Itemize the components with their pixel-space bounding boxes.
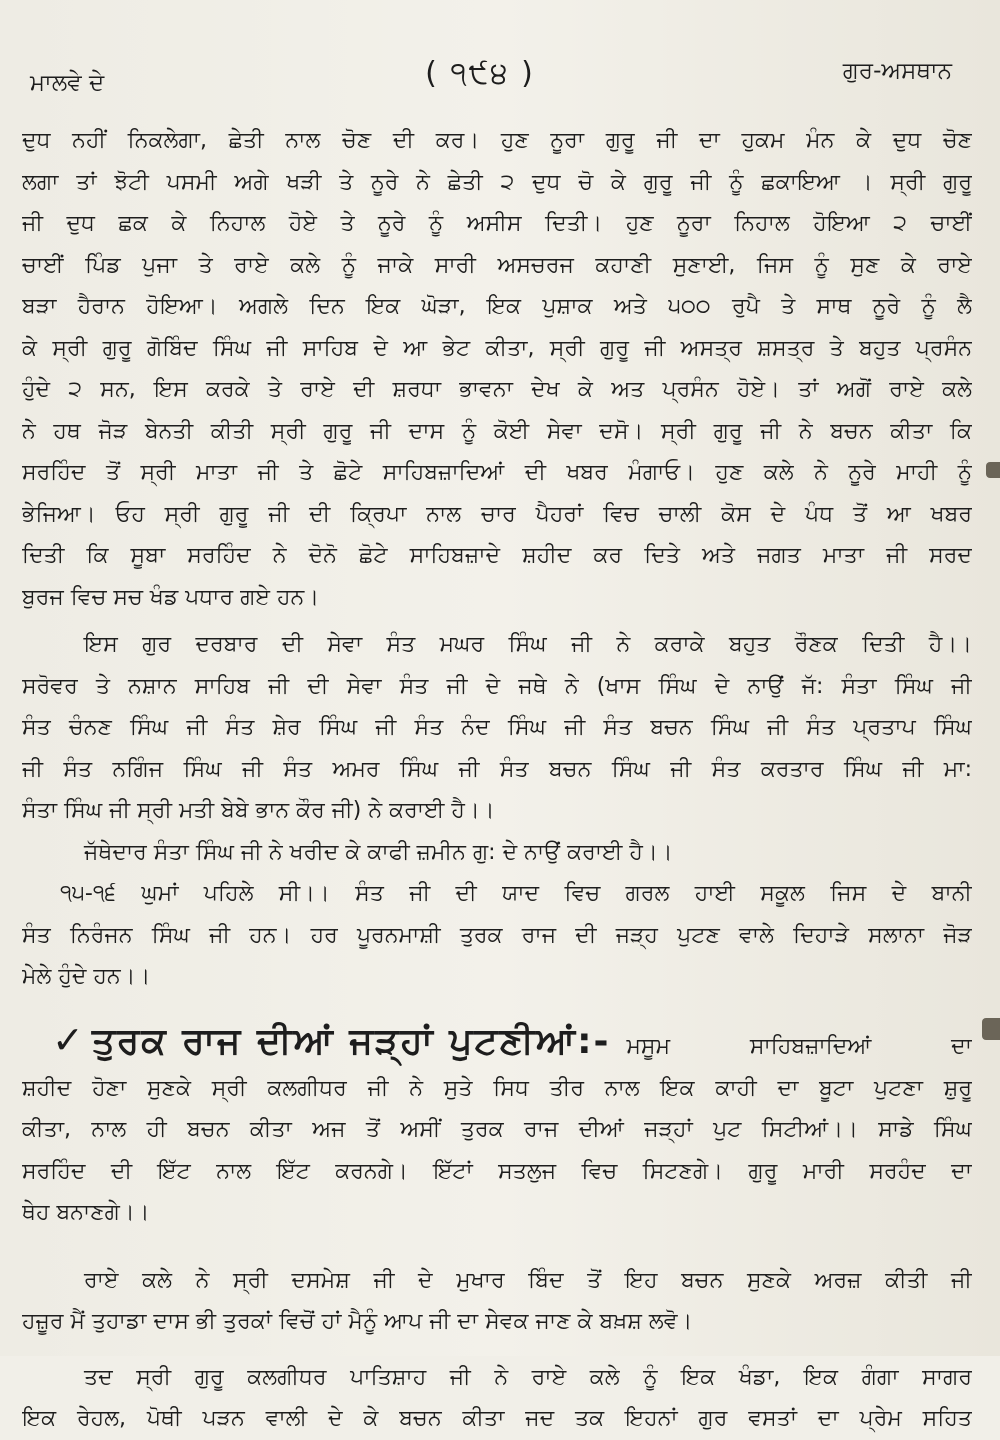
text-line: ੧੫-੧੬ ਘੁਮਾਂ ਪਹਿਲੇ ਸੀ।। ਸੰਤ ਜੀ ਦੀ ਯਾਦ ਵਿਚ ਗਰਲ ਹਾਈ ਸਕੂਲ ਜਿਸ ਦੇ ਬਾਨੀ (60, 881, 972, 906)
header-left-title: ਮਾਲਵੇ ਦੇ (30, 70, 105, 96)
check-mark-icon: ✓ (52, 1017, 84, 1062)
page-header (0, 52, 1000, 102)
text-line: ਹੁੰਦੇ ੨ ਸਨ, ਇਸ ਕਰਕੇ ਤੇ ਰਾਏ ਦੀ ਸ਼ਰਧਾ ਭਾਵਨਾ ਦੇਖ ਕੇ ਅਤ ਪ੍ਰਸੰਨ ਹੋਏ। ਤਾਂ ਅਗੋਂ ਰਾਏ ਕਲੇ (22, 377, 972, 402)
page-edge-mark (982, 1018, 1000, 1040)
text-line: ਸ਼ਹੀਦ ਹੋਣਾ ਸੁਣਕੇ ਸ੍ਰੀ ਕਲਗੀਧਰ ਜੀ ਨੇ ਸੁਤੇ ਸਿਧ ਤੀਰ ਨਾਲ ਇਕ ਕਾਹੀ ਦਾ ਬੂਟਾ ਪੁਟਣਾ ਸ਼ੁਰੂ (22, 1075, 972, 1101)
text-line: ਥੇਹ ਬਨਾਣਗੇ।। (22, 1200, 150, 1225)
text-line: ਜੀ ਦੁਧ ਛਕ ਕੇ ਨਿਹਾਲ ਹੋਏ ਤੇ ਨੂਰੇ ਨੂੰ ਅਸੀਸ ਦਿਤੀ। ਹੁਣ ਨੂਰਾ ਨਿਹਾਲ ਹੋਇਆ ੨ ਚਾਈਂ (22, 211, 972, 236)
text-line: ਇਕ ਰੇਹਲ, ਪੋਥੀ ਪੜਨ ਵਾਲੀ ਦੇ ਕੇ ਬਚਨ ਕੀਤਾ ਜਦ ਤਕ ਇਹਨਾਂ ਗੁਰ ਵਸਤਾਂ ਦਾ ਪ੍ਰੇਮ ਸਹਿਤ (22, 1406, 972, 1431)
section-heading: ਤੁਰਕ ਰਾਜ ਦੀਆਂ ਜੜ੍ਹਾਂ ਪੁਟਣੀਆਂ:- (91, 1020, 611, 1062)
text-line: ਦਿਤੀ ਕਿ ਸੂਬਾ ਸਰਹਿੰਦ ਨੇ ਦੋਨੋ ਛੋਟੇ ਸਾਹਿਬਜ਼ਾਦੇ ਸ਼ਹੀਦ ਕਰ ਦਿਤੇ ਅਤੇ ਜਗਤ ਮਾਤਾ ਜੀ ਸਰਦ (22, 543, 972, 568)
text-line: ਸੰਤ ਨਿਰੰਜਨ ਸਿੰਘ ਜੀ ਹਨ। ਹਰ ਪੂਰਨਮਾਸ਼ੀ ਤੁਰਕ ਰਾਜ ਦੀ ਜੜ੍ਹ ਪੁਟਣ ਵਾਲੇ ਦਿਹਾੜੇ ਸਲਾਨਾ ਜੋੜ (22, 922, 972, 948)
text-line: ਤਦ ਸ੍ਰੀ ਗੁਰੂ ਕਲਗੀਧਰ ਪਾਤਿਸ਼ਾਹ ਜੀ ਨੇ ਰਾਏ ਕਲੇ ਨੂੰ ਇਕ ਖੰਡਾ, ਇਕ ਗੰਗਾ ਸਾਗਰ (84, 1364, 972, 1390)
text-line: ਸਰਹਿੰਦ ਦੀ ਇੱਟ ਨਾਲ ਇੱਟ ਕਰਨਗੇ। ਇੱਟਾਂ ਸਤਲੁਜ ਵਿਚ ਸਿਟਣਗੇ। ਗੁਰੂ ਮਾਰੀ ਸਰਹੰਦ ਦਾ (22, 1158, 972, 1184)
page-body (22, 120, 972, 1440)
text-line: ਜੀ ਸੰਤ ਨਗਿੰਜ ਸਿੰਘ ਜੀ ਸੰਤ ਅਮਰ ਸਿੰਘ ਜੀ ਸੰਤ ਬਚਨ ਸਿੰਘ ਜੀ ਸੰਤ ਕਰਤਾਰ ਸਿੰਘ ਜੀ ਮਾ: (22, 756, 972, 782)
paragraph-5 (22, 1260, 972, 1343)
paragraph-6 (22, 1357, 972, 1440)
paragraph-4 (22, 873, 972, 998)
text-line: ਸਰਹਿੰਦ ਤੋਂ ਸ੍ਰੀ ਮਾਤਾ ਜੀ ਤੇ ਛੋਟੇ ਸਾਹਿਬਜ਼ਾਦਿਆਂ ਦੀ ਖਬਰ ਮੰਗਾਓ। ਹੁਣ ਕਲੇ ਨੇ ਨੂਰੇ ਮਾਹੀ ਨੂੰ (22, 460, 972, 485)
section-heading-line (22, 1012, 972, 1068)
text-line: ਰਾਏ ਕਲੇ ਨੇ ਸ੍ਰੀ ਦਸਮੇਸ਼ ਜੀ ਦੇ ਮੁਖਾਰ ਬਿੰਦ ਤੋਂ ਇਹ ਬਚਨ ਸੁਣਕੇ ਅਰਜ਼ ਕੀਤੀ ਜੀ (84, 1267, 972, 1293)
text-line: ਬੜਾ ਹੈਰਾਨ ਹੋਇਆ। ਅਗਲੇ ਦਿਨ ਇਕ ਘੋੜਾ, ਇਕ ਪੁਸ਼ਾਕ ਅਤੇ ੫੦੦ ਰੁਪੈ ਤੇ ਸਾਥ ਨੂਰੇ ਨੂੰ ਲੈ (22, 294, 972, 319)
text-line: ਸਰੋਵਰ ਤੇ ਨਸ਼ਾਨ ਸਾਹਿਬ ਜੀ ਦੀ ਸੇਵਾ ਸੰਤ ਜੀ ਦੇ ਜਥੇ ਨੇ (ਖਾਸ ਸਿੰਘ ਦੇ ਨਾਉਂ ਜੱ: ਸੰਤਾ ਸਿੰਘ ਜੀ (22, 673, 972, 699)
text-line: ਸੰਤਾ ਸਿੰਘ ਜੀ ਸ੍ਰੀ ਮਤੀ ਬੇਬੇ ਭਾਨ ਕੌਰ ਜੀ) ਨੇ ਕਰਾਈ ਹੈ।। (22, 798, 495, 823)
text-line: ਦੁਧ ਨਹੀਂ ਨਿਕਲੇਗਾ, ਛੇਤੀ ਨਾਲ ਚੋਣ ਦੀ ਕਰ। ਹੁਣ ਨੂਰਾ ਗੁਰੂ ਜੀ ਦਾ ਹੁਕਮ ਮੰਨ ਕੇ ਦੁਧ ਚੋਣ (22, 128, 972, 153)
page-number: ( ੧੯੪ ) (425, 56, 535, 91)
paragraph-1 (22, 120, 972, 618)
text-line: ਇਸ ਗੁਰ ਦਰਬਾਰ ਦੀ ਸੇਵਾ ਸੰਤ ਮਘਰ ਸਿੰਘ ਜੀ ਨੇ ਕਰਾਕੇ ਬਹੁਤ ਰੌਣਕ ਦਿਤੀ ਹੈ।। (84, 632, 972, 657)
text-line: ਲਗਾ ਤਾਂ ਝੋਟੀ ਪਸਮੀ ਅਗੇ ਖੜੀ ਤੇ ਨੂਰੇ ਨੇ ਛੇਤੀ ੨ ਦੁਧ ਚੋ ਕੇ ਗੁਰੂ ਜੀ ਨੂੰ ਛਕਾਇਆ । ਸ੍ਰੀ ਗੁਰੂ (22, 169, 972, 195)
paragraph-3 (22, 832, 972, 874)
text-line: ਮੇਲੇ ਹੁੰਦੇ ਹਨ।। (22, 964, 151, 989)
section-heading-tail: ਮਸੂਮ ਸਾਹਿਬਜ਼ਾਦਿਆਂ ਦਾ (626, 1033, 972, 1059)
header-right-title: ਗੁਰ-ਅਸਥਾਨ (842, 58, 952, 84)
text-line: ਹਜ਼ੂਰ ਮੈਂ ਤੁਹਾਡਾ ਦਾਸ ਭੀ ਤੁਰਕਾਂ ਵਿਚੋਂ ਹਾਂ ਮੈਨੂੰ ਆਪ ਜੀ ਦਾ ਸੇਵਕ ਜਾਣ ਕੇ ਬਖ਼ਸ਼ ਲਵੋ। (22, 1309, 693, 1334)
text-line: ਕੀਤਾ, ਨਾਲ ਹੀ ਬਚਨ ਕੀਤਾ ਅਜ ਤੋਂ ਅਸੀਂ ਤੁਰਕ ਰਾਜ ਦੀਆਂ ਜੜ੍ਹਾਂ ਪੁਟ ਸਿਟੀਆਂ।। ਸਾਡੇ ਸਿੰਘ (22, 1117, 972, 1142)
text-line: ਸੰਤ ਚੰਨਣ ਸਿੰਘ ਜੀ ਸੰਤ ਸ਼ੇਰ ਸਿੰਘ ਜੀ ਸੰਤ ਨੰਦ ਸਿੰਘ ਜੀ ਸੰਤ ਬਚਨ ਸਿੰਘ ਜੀ ਸੰਤ ਪ੍ਰਤਾਪ ਸਿੰਘ (22, 715, 972, 740)
text-line: ਬੁਰਜ ਵਿਚ ਸਚ ਖੰਡ ਪਧਾਰ ਗਏ ਹਨ। (22, 584, 320, 610)
paragraph-2 (22, 624, 972, 832)
text-line: ਜੱਥੇਦਾਰ ਸੰਤਾ ਸਿੰਘ ਜੀ ਨੇ ਖਰੀਦ ਕੇ ਕਾਫੀ ਜ਼ਮੀਨ ਗੁ: ਦੇ ਨਾਉਂ ਕਰਾਈ ਹੈ।। (84, 839, 673, 865)
page-edge-mark (986, 462, 1000, 478)
text-line: ਨੇ ਹਥ ਜੋੜ ਬੇਨਤੀ ਕੀਤੀ ਸ੍ਰੀ ਗੁਰੂ ਜੀ ਦਾਸ ਨੂੰ ਕੋਈ ਸੇਵਾ ਦਸੋ। ਸ੍ਰੀ ਗੁਰੂ ਜੀ ਨੇ ਬਚਨ ਕੀਤਾ ਕਿ (22, 418, 972, 444)
text-line: ਭੇਜਿਆ। ਓਹ ਸ੍ਰੀ ਗੁਰੂ ਜੀ ਦੀ ਕ੍ਰਿਪਾ ਨਾਲ ਚਾਰ ਪੈਹਰਾਂ ਵਿਚ ਚਾਲੀ ਕੋਸ ਦੇ ਪੰਧ ਤੋਂ ਆ ਖਬਰ (22, 501, 972, 527)
section-turk-raj (22, 1012, 972, 1234)
text-line: ਚਾਈਂ ਪਿੰਡ ਪੁਜਾ ਤੇ ਰਾਏ ਕਲੇ ਨੂੰ ਜਾਕੇ ਸਾਰੀ ਅਸਚਰਜ ਕਹਾਣੀ ਸੁਣਾਈ, ਜਿਸ ਨੂੰ ਸੁਣ ਕੇ ਰਾਏ (22, 252, 972, 278)
text-line: ਕੇ ਸ੍ਰੀ ਗੁਰੂ ਗੋਬਿੰਦ ਸਿੰਘ ਜੀ ਸਾਹਿਬ ਦੇ ਆ ਭੇਟ ਕੀਤਾ, ਸ੍ਰੀ ਗੁਰੂ ਜੀ ਅਸਤ੍ਰ ਸ਼ਸਤ੍ਰ ਤੇ ਬਹੁਤ ਪ੍ਰਸੰਨ (22, 335, 972, 361)
